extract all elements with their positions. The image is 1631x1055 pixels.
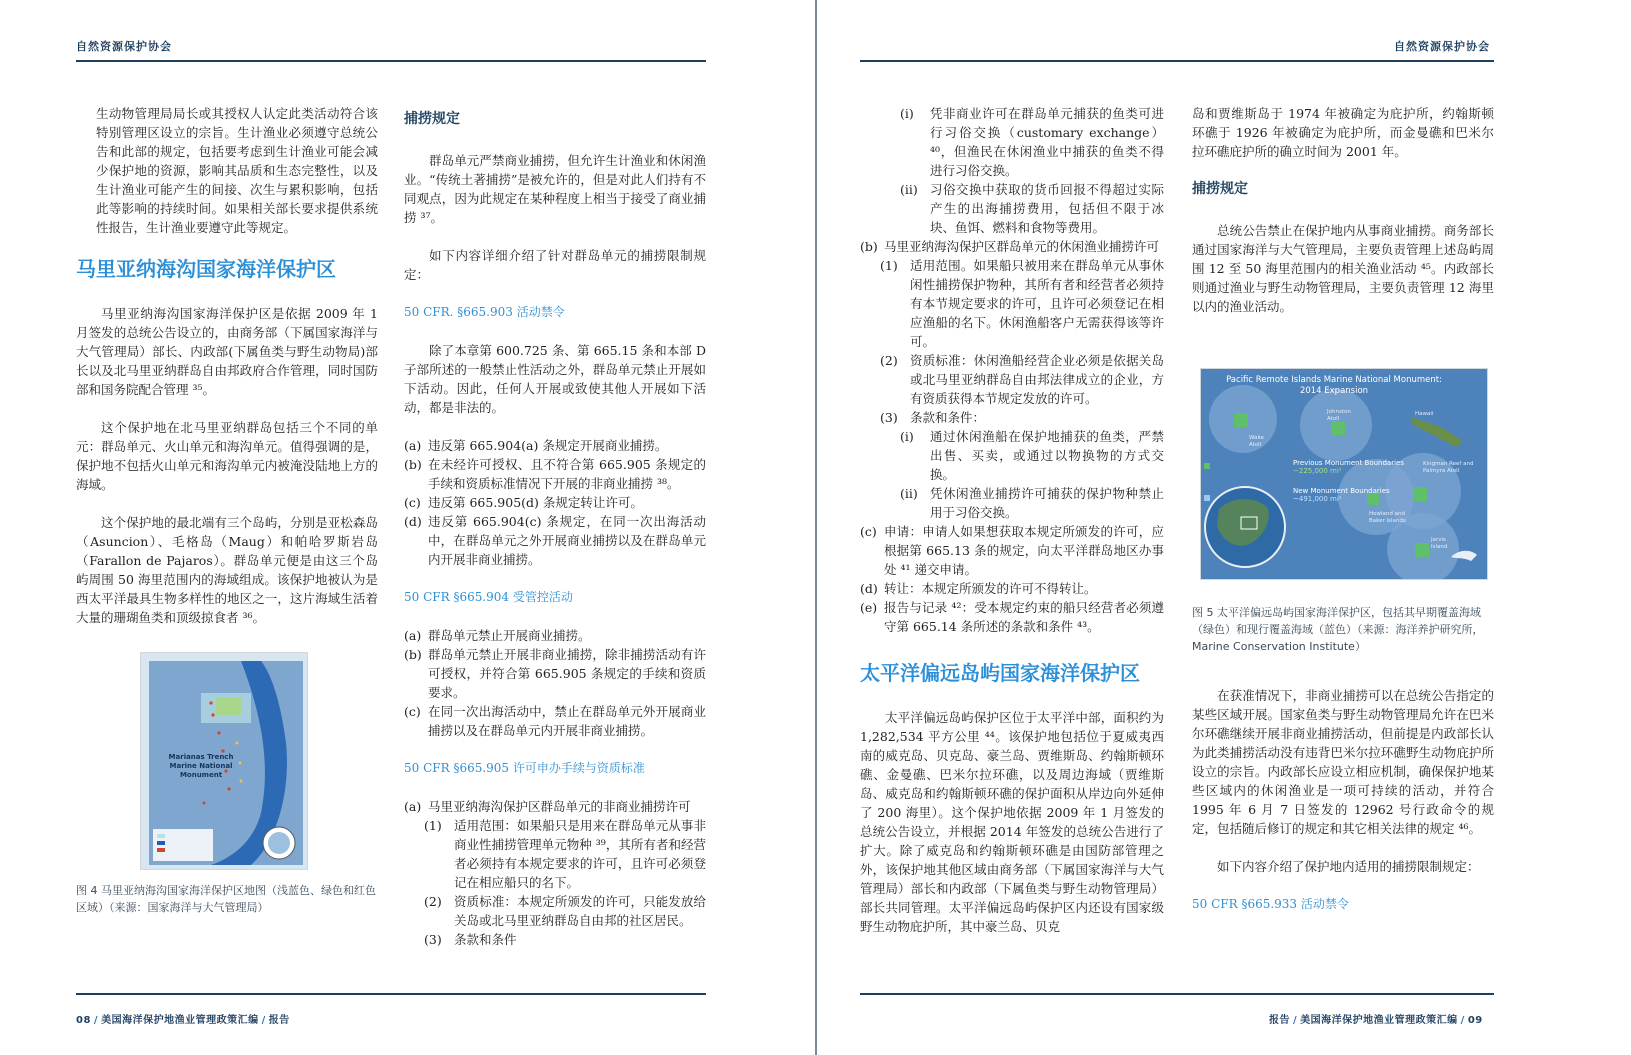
list-item xyxy=(860,180,1164,237)
list-text: 群岛单元禁止开展非商业捕捞，除非捕捞活动有许可授权，并符合第 665.905 条规定的手续和资质要求。 xyxy=(428,647,706,700)
continued-paragraph: 岛和贾维斯岛于 1974 年被确定为庇护所，约翰斯顿环礁于 1926 年被确定为庇护所，而金曼礁和巴米尔拉环礁庇护所的确立时间为 2001 年。 xyxy=(1192,106,1494,159)
regulation-sublist xyxy=(860,104,1164,237)
paragraph: 在获准情况下，非商业捕捞可以在总统公告指定的某些区域开展。国家鱼类与野生动物管理局允许在巴米尔环礁继续开展非商业捕捞活动，但前提是内政部长认为此类捕捞活动没有违背巴米尔拉环礁野生动物庇护所设立的宗旨。内政部长应设立相应机制，确保保护地某些区域内的休闲渔业是一项可持续的活动，并符合 1995 年 6 月 7 日签发的 12962 号行政命令的规定，包括随后修订的规定和其它相关法律的规定 ⁴⁶。 xyxy=(1192,688,1494,836)
paragraph: 除了本章第 600.725 条、第 665.15 条和本部 D 子部所述的一般禁止性活动之外，群岛单元禁止开展如下活动。因此，任何人开展或致使其他人开展如下活动，都是非法的。 xyxy=(404,343,706,415)
cfr-reference: 50 CFR §665.904 受管控活动 xyxy=(404,590,573,604)
list-text: 资质标准：本规定所颁发的许可，只能发放给关岛或北马里亚纳群岛自由邦的社区居民。 xyxy=(454,894,706,928)
cfr-reference: 50 CFR §665.933 活动禁令 xyxy=(1192,897,1349,911)
list-item xyxy=(860,237,1164,256)
page-number: 09 xyxy=(1467,1015,1483,1026)
list-item xyxy=(860,427,1164,484)
regulation-sublist xyxy=(404,816,706,949)
left-column-2 xyxy=(404,104,706,949)
paragraph: 这个保护地在北马里亚纳群岛包括三个不同的单元：群岛单元、火山单元和海沟单元。值得强调的是，保护地不包括火山单元和海沟单元内被淹没陆地上方的海域。 xyxy=(76,420,378,492)
list-marker: (b) xyxy=(404,647,422,662)
report-title: 美国海洋保护地渔业管理政策汇编 xyxy=(101,1015,259,1026)
list-text: 条款和条件 xyxy=(454,932,517,947)
list-item xyxy=(404,512,706,569)
paragraph: 马里亚纳海沟国家海洋保护区是依据 2009 年 1 月签发的总统公告设立的，由商务部（下属国家海洋与大气管理局）部长、内政部(下属鱼类与野生动物局)部长以及北马里亚纳群岛自由邦政府合作管理，同时国防部和国务院配合管理 ³⁵。 xyxy=(76,306,378,397)
right-page xyxy=(817,0,1631,1055)
list-marker: (a) xyxy=(404,799,422,814)
list-item xyxy=(860,522,1164,579)
list-item xyxy=(860,104,1164,180)
map-label-jarvis: Jarvis Island xyxy=(1431,537,1448,550)
left-page xyxy=(0,0,815,1055)
list-marker: (a) xyxy=(404,628,422,643)
list-marker: (1) xyxy=(424,818,442,833)
list-marker: (ii) xyxy=(900,182,918,197)
paragraph: 如下内容介绍了保护地内适用的捕捞限制规定： xyxy=(1217,859,1480,874)
right-column-2-lower xyxy=(1192,686,1494,933)
list-item xyxy=(404,816,706,892)
footer-right: 报告 / 美国海洋保护地渔业管理政策汇编 / 09 xyxy=(1269,1015,1483,1026)
list-marker: (d) xyxy=(860,581,878,596)
list-item xyxy=(404,797,706,816)
continued-paragraph: 生动物管理局局长或其授权人认定此类活动符合该特别管理区设立的宗旨。生计渔业必须遵守总统公告和此部的规定，包括要考虑到生计渔业可能会减少保护地的资源，影响其品质和生态完整性，以及生计渔业可能产生的间接、次生与累积影响，包括此等影响的持续时间。如果相关部长要求提供系统性报告，生计渔业要遵守此等规定。 xyxy=(96,106,378,235)
map-title-line1: Pacific Remote Islands Marine National Monument: xyxy=(1226,375,1442,385)
list-text: 报告与记录 ⁴²：受本规定约束的船只经营者必须遵守第 665.14 条所述的条款和条件 ⁴³。 xyxy=(884,600,1164,634)
regulation-list xyxy=(860,522,1164,636)
list-marker: (c) xyxy=(404,704,421,719)
list-text: 申请：申请人如果想获取本规定所颁发的许可，应根据第 665.13 条的规定，向太平洋群岛地区办事处 ⁴¹ 递交申请。 xyxy=(884,524,1164,577)
list-marker: (d) xyxy=(404,514,422,529)
header-org-left: 自然资源保护协会 xyxy=(76,40,172,53)
section-heading-mariana: 马里亚纳海沟国家海洋保护区 xyxy=(76,257,336,281)
mariana-trench-map xyxy=(140,652,308,870)
legend-new-area: ~491,000 mi² xyxy=(1293,495,1342,503)
map-title: Marianas Trench Marine National Monument xyxy=(168,753,234,779)
cfr-reference: 50 CFR. §665.903 活动禁令 xyxy=(404,305,565,319)
list-text: 群岛单元禁止开展商业捕捞。 xyxy=(428,628,591,643)
list-text: 条款和条件： xyxy=(910,410,986,425)
legend-new xyxy=(1293,487,1390,503)
footer-rule-right xyxy=(860,993,1494,995)
pacific-remote-islands-map xyxy=(1200,368,1488,580)
list-marker: (b) xyxy=(404,457,422,472)
regulation-sublist xyxy=(860,427,1164,522)
list-marker: (i) xyxy=(900,429,914,444)
list-item xyxy=(404,455,706,493)
list-item xyxy=(404,892,706,930)
section-heading-pacific-remote: 太平洋偏远岛屿国家海洋保护区 xyxy=(860,661,1140,685)
figure-4-caption: 图 4 马里亚纳海沟国家海洋保护区地图（浅蓝色、绿色和红色区域）（来源：国家海洋与大气管理局） xyxy=(76,884,376,914)
list-text: 凭休闲渔业捕捞许可捕获的保护物种禁止用于习俗交换。 xyxy=(930,486,1164,520)
list-text: 凭非商业许可在群岛单元捕获的鱼类可进行习俗交换（customary exchange）⁴⁰，但渔民在休闲渔业中捕获的鱼类不得进行习俗交换。 xyxy=(930,106,1164,178)
list-item xyxy=(404,626,706,645)
list-item xyxy=(404,930,706,949)
report-title: 美国海洋保护地渔业管理政策汇编 xyxy=(1300,1015,1458,1026)
list-marker: (2) xyxy=(880,353,898,368)
footer-rule-left xyxy=(76,993,706,995)
list-item xyxy=(404,436,706,455)
regulation-list xyxy=(404,436,706,569)
cfr-reference: 50 CFR §665.905 许可申办手续与资质标准 xyxy=(404,761,645,775)
list-marker: (c) xyxy=(404,495,421,510)
legend-previous-label: Previous Monument Boundaries xyxy=(1293,459,1405,467)
header-rule-left xyxy=(76,60,706,62)
list-text: 违反第 665.905(d) 条规定转让许可。 xyxy=(428,495,643,510)
page-number: 08 xyxy=(76,1015,91,1026)
map-label-hawaii: Hawaii xyxy=(1415,411,1434,417)
list-item xyxy=(404,702,706,740)
list-text: 资质标准：休闲渔船经营企业必须是依据关岛或北马里亚纳群岛自由邦法律成立的企业，方有资质获得本节规定发放的许可。 xyxy=(910,353,1164,406)
header-rule-right xyxy=(860,60,1494,62)
legend-previous xyxy=(1293,459,1404,475)
left-column-1 xyxy=(76,104,378,646)
list-marker: (c) xyxy=(860,524,877,539)
report-type: 报告 xyxy=(1269,1015,1290,1026)
list-marker: (2) xyxy=(424,894,442,909)
list-text: 转让：本规定所颁发的许可不得转让。 xyxy=(884,581,1097,596)
list-text: 马里亚纳海沟保护区群岛单元的休闲渔业捕捞许可 xyxy=(884,239,1160,254)
list-text: 违反第 665.904(a) 条规定开展商业捕捞。 xyxy=(428,438,668,453)
list-marker: (e) xyxy=(860,600,878,615)
section-heading-fishing-rules: 捕捞规定 xyxy=(1192,181,1248,197)
legend-previous-area: ~225,000 mi² xyxy=(1293,467,1342,475)
map-label-howland: Howland and Baker Islands xyxy=(1369,511,1406,524)
paragraph: 如下内容详细介绍了针对群岛单元的捕捞限制规定： xyxy=(404,248,706,282)
list-item xyxy=(860,579,1164,598)
list-marker: (i) xyxy=(900,106,914,121)
map-title xyxy=(1209,375,1459,397)
map-label-kingman: Kingman Reef and Palmyra Atoll xyxy=(1423,461,1474,474)
list-item xyxy=(860,351,1164,408)
regulation-list xyxy=(404,626,706,740)
header-org-right: 自然资源保护协会 xyxy=(1394,40,1490,53)
list-marker: (3) xyxy=(424,932,442,947)
right-column-1 xyxy=(860,104,1164,955)
legend-new-label: New Monument Boundaries xyxy=(1293,487,1390,495)
list-item xyxy=(404,493,706,512)
list-item xyxy=(860,256,1164,351)
list-text: 在同一次出海活动中，禁止在群岛单元外开展商业捕捞以及在群岛单元内开展非商业捕捞。 xyxy=(428,704,706,738)
list-marker: (b) xyxy=(860,239,878,254)
figure-5-caption: 图 5 太平洋偏远岛屿国家海洋保护区，包括其早期覆盖海域（绿色）和现行覆盖海域（蓝色）（来源：海洋养护研究所，Marine Conservation Institute） xyxy=(1192,606,1484,653)
report-type: 报告 xyxy=(268,1015,290,1026)
list-item xyxy=(860,408,1164,427)
footer-left: 08 / 美国海洋保护地渔业管理政策汇编 / 报告 xyxy=(76,1015,290,1026)
list-text: 习俗交换中获取的货币回报不得超过实际产生的出海捕捞费用，包括但不限于冰块、鱼饵、燃料和食物等费用。 xyxy=(930,182,1164,235)
list-marker: (a) xyxy=(404,438,422,453)
list-item xyxy=(860,484,1164,522)
section-heading-fishing-rules: 捕捞规定 xyxy=(404,111,460,127)
paragraph: 群岛单元严禁商业捕捞，但允许生计渔业和休闲渔业。“传统土著捕捞”是被允许的，但是对此人们持有不同观点，因为此规定在某种程度上相当于接受了商业捕捞 ³⁷。 xyxy=(404,153,706,225)
list-text: 马里亚纳海沟保护区群岛单元的非商业捕捞许可 xyxy=(428,799,691,814)
list-item xyxy=(860,598,1164,636)
paragraph: 这个保护地的最北端有三个岛屿，分别是亚松森岛（Asuncion）、毛格岛（Maug）和帕哈罗斯岩岛（Farallon de Pajaros）。群岛单元便是由这三个岛屿周围 50 海里范围内的海域组成。该保护地被认为是西太平洋最具生物多样性的地区之一，这片海域生活着大量的珊瑚鱼类和顶级掠食者 ³⁶。 xyxy=(76,515,378,625)
right-column-2 xyxy=(1192,104,1494,335)
map-title-line2: 2014 Expansion xyxy=(1299,386,1369,396)
list-text: 适用范围。如果船只被用来在群岛单元从事休闲性捕捞保护物种，其所有者和经营者必须持有本节规定要求的许可，且许可必须登记在相应渔船的名下。休闲渔船客户无需获得该等许可。 xyxy=(910,258,1164,349)
list-marker: (1) xyxy=(880,258,898,273)
paragraph: 太平洋偏远岛屿保护区位于太平洋中部，面积约为 1,282,534 平方公里 ⁴⁴。该保护地包括位于夏威夷西南的威克岛、贝克岛、豪兰岛、贾维斯岛、约翰斯顿环礁、金曼礁、巴米尔拉环礁，以及周边海域（贾维斯岛、威克岛和约翰斯顿环礁的保护面积从岸边向外延伸了 200 海里）。这个保护地依据 2009 年 1 月签发的总统公告设立，并根据 2014 年签发的总统公告进行了扩大。除了威克岛和约翰斯顿环礁是由国防部管理之外，该保护地其他区域由商务部（下属国家海洋与大气管理局）部长和内政部（下属鱼类与野生动物管理局）部长共同管理。太平洋偏远岛屿保护区内还设有国家级野生动物庇护所，其中豪兰岛、贝克 xyxy=(860,710,1164,934)
map-label-wake: Wake Atoll xyxy=(1249,435,1264,448)
list-text: 通过休闲渔船在保护地捕获的鱼类，严禁出售、买卖，或通过以物换物的方式交换。 xyxy=(930,429,1164,482)
list-text: 在未经许可授权、且不符合第 665.905 条规定的手续和资质标准情况下开展的非商业捕捞 ³⁸。 xyxy=(428,457,706,491)
list-text: 违反第 665.904(c) 条规定，在同一次出海活动中，在群岛单元之外开展商业捕捞以及在群岛单元内开展非商业捕捞。 xyxy=(428,514,706,567)
list-item xyxy=(404,645,706,702)
paragraph: 总统公告禁止在保护地内从事商业捕捞。商务部长通过国家海洋与大气管理局，主要负责管理上述岛屿周围 12 至 50 海里范围内的相关渔业活动 ⁴⁵。内政部长则通过渔业与野生动物管理局，主要负责管理 12 海里以内的渔业活动。 xyxy=(1192,223,1494,314)
regulation-sublist xyxy=(860,256,1164,427)
list-text: 适用范围：如果船只是用来在群岛单元从事非商业性捕捞管理单元物种 ³⁹，其所有者和经营者必须持有本规定要求的许可，且许可必须登记在相应船只的名下。 xyxy=(454,818,706,890)
map-label-johnston: Johnston Atoll xyxy=(1327,409,1351,422)
list-marker: (ii) xyxy=(900,486,918,501)
list-marker: (3) xyxy=(880,410,898,425)
